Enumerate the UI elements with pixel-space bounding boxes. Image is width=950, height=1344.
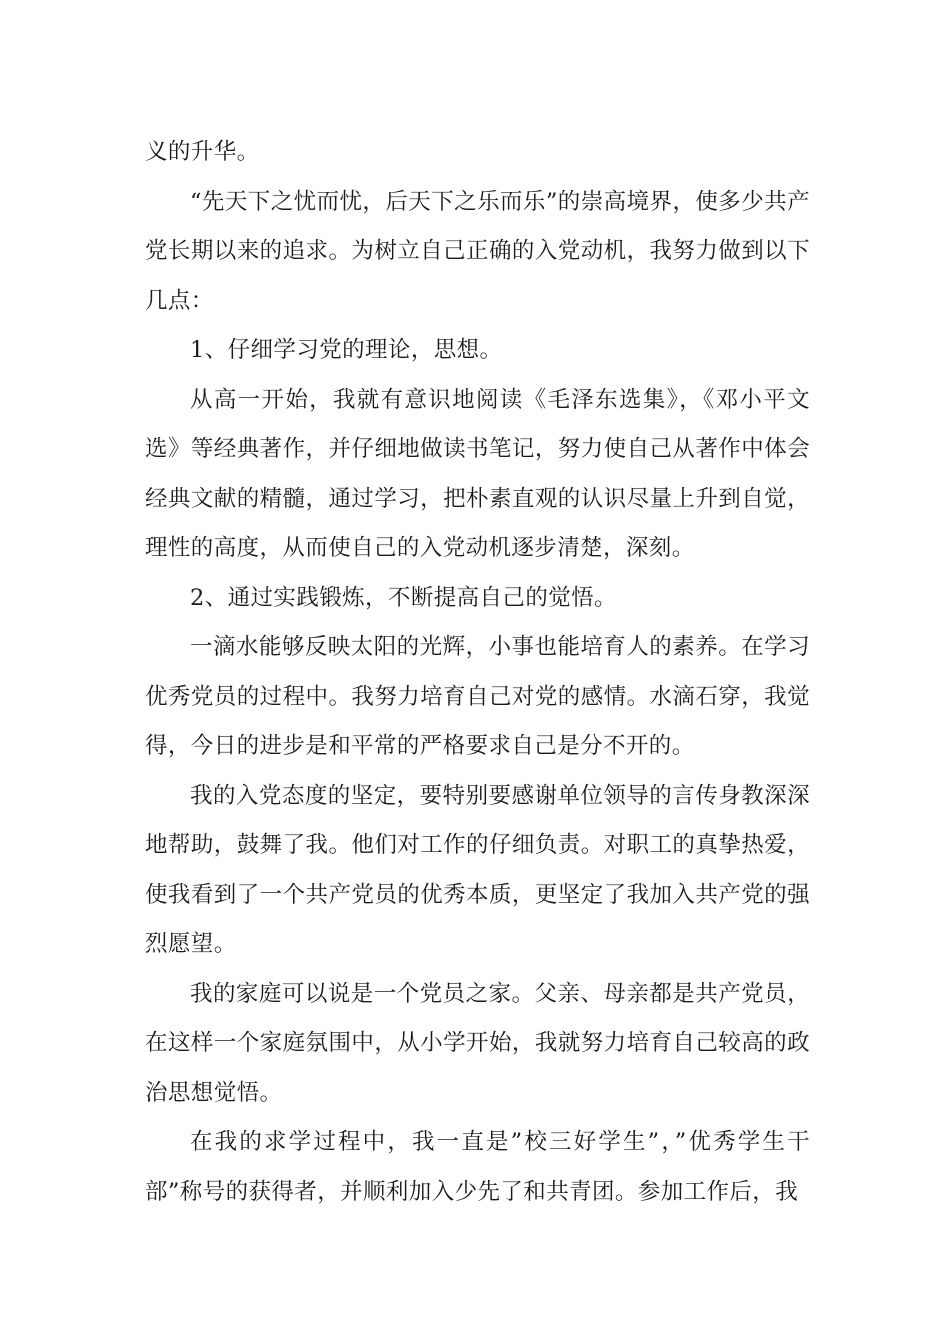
paragraph-heading-2: 2、通过实践锻炼，不断提高自己的觉悟。 [190, 584, 617, 611]
paragraph-continuation: 义的升华。 [145, 139, 260, 165]
paragraph: 一滴水能够反映太阳的光辉，小事也能培育人的素养。在学习优秀党员的过程中。我努力培育自己对党的感情。水滴石穿，我觉得，今日的进步是和平常的严格要求自己是分不开的。 [145, 634, 810, 759]
paragraph-heading-1: 1、仔细学习党的理论，思想。 [190, 337, 503, 363]
paragraph: 在我的求学过程中，我一直是”校三好学生”，”优秀学生干部”称号的获得者，并顺利加入少先了和共青团。参加工作后，我 [145, 1129, 810, 1205]
paragraph: 我的入党态度的坚定，要特别要感谢单位领导的言传身教深深地帮助，鼓舞了我。他们对工作的仔细负责。对职工的真挚热爱，使我看到了一个共产党员的优秀本质，更坚定了我加入共产党的强烈愿望。 [145, 782, 810, 957]
paragraph: 我的家庭可以说是一个党员之家。父亲、母亲都是共产党员，在这样一个家庭氛围中，从小学开始，我就努力培育自己较高的政治思想觉悟。 [145, 980, 810, 1106]
document-body [145, 128, 810, 1217]
paragraph: “先天下之忧而忧，后天下之乐而乐”的崇高境界，使多少共产党长期以来的追求。为树立自己正确的入党动机，我努力做到以下几点： [145, 188, 810, 314]
paragraph: 从高一开始，我就有意识地阅读《毛泽东选集》，《邓小平文选》等经典著作，并仔细地做读书笔记，努力使自己从著作中体会经典文献的精髓，通过学习，把朴素直观的认识尽量上升到自觉，理性的高度，从而使自己的入党动机逐步清楚，深刻。 [145, 386, 810, 561]
